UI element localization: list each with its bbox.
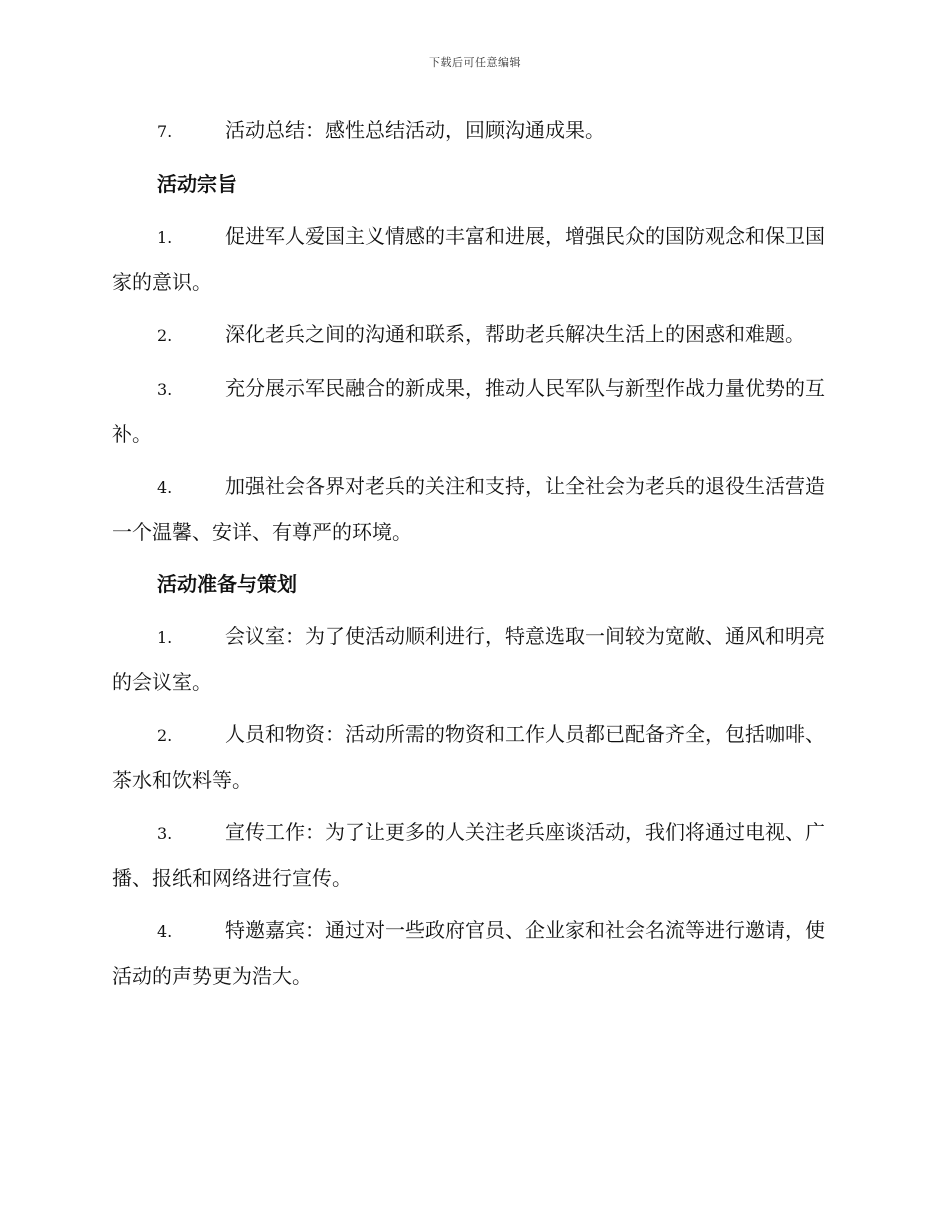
list-item-number: 2. (157, 326, 173, 345)
list-item (112, 108, 840, 154)
section-heading: 活动准备与策划 (157, 572, 297, 596)
list-item (112, 908, 840, 998)
list-item (112, 312, 840, 358)
document-body (112, 108, 840, 1006)
page-header: 下载后可任意编辑 (429, 56, 521, 69)
section-purpose (112, 162, 840, 554)
list-item (112, 712, 840, 802)
list-item-text: 活动总结：感性总结活动，回顾沟通成果。 (225, 118, 605, 142)
list-item-text: 特邀嘉宾：通过对一些政府官员、企业家和社会名流等进行邀请，使活动的声势更为浩大。 (112, 918, 825, 988)
list-item (112, 810, 840, 900)
list-item-text: 充分展示军民融合的新成果，推动人民军队与新型作战力量优势的互补。 (112, 376, 825, 446)
list-item-number: 4. (157, 922, 173, 941)
list-item (112, 366, 840, 456)
list-item-number: 4. (157, 478, 173, 497)
list-item (112, 214, 840, 304)
list-item-text: 深化老兵之间的沟通和联系，帮助老兵解决生活上的困惑和难题。 (225, 322, 805, 346)
list-item-number: 3. (157, 824, 173, 843)
list-item (112, 464, 840, 554)
list-item-number: 7. (157, 122, 173, 141)
section-heading: 活动宗旨 (157, 172, 237, 196)
list-item-text: 加强社会各界对老兵的关注和支持，让全社会为老兵的退役生活营造一个温馨、安详、有尊严的环境。 (112, 474, 825, 544)
list-item-text: 促进军人爱国主义情感的丰富和进展，增强民众的国防观念和保卫国家的意识。 (112, 224, 825, 294)
list-item-text: 会议室：为了使活动顺利进行，特意选取一间较为宽敞、通风和明亮的会议室。 (112, 624, 825, 694)
section-preparation (112, 562, 840, 998)
list-item-number: 2. (157, 726, 173, 745)
list-item (112, 614, 840, 704)
list-item-number: 1. (157, 628, 173, 647)
list-item-number: 3. (157, 380, 173, 399)
list-item-number: 1. (157, 228, 173, 247)
list-item-text: 人员和物资：活动所需的物资和工作人员都已配备齐全，包括咖啡、茶水和饮料等。 (112, 722, 825, 792)
list-item-text: 宣传工作：为了让更多的人关注老兵座谈活动，我们将通过电视、广播、报纸和网络进行宣传。 (112, 820, 825, 890)
